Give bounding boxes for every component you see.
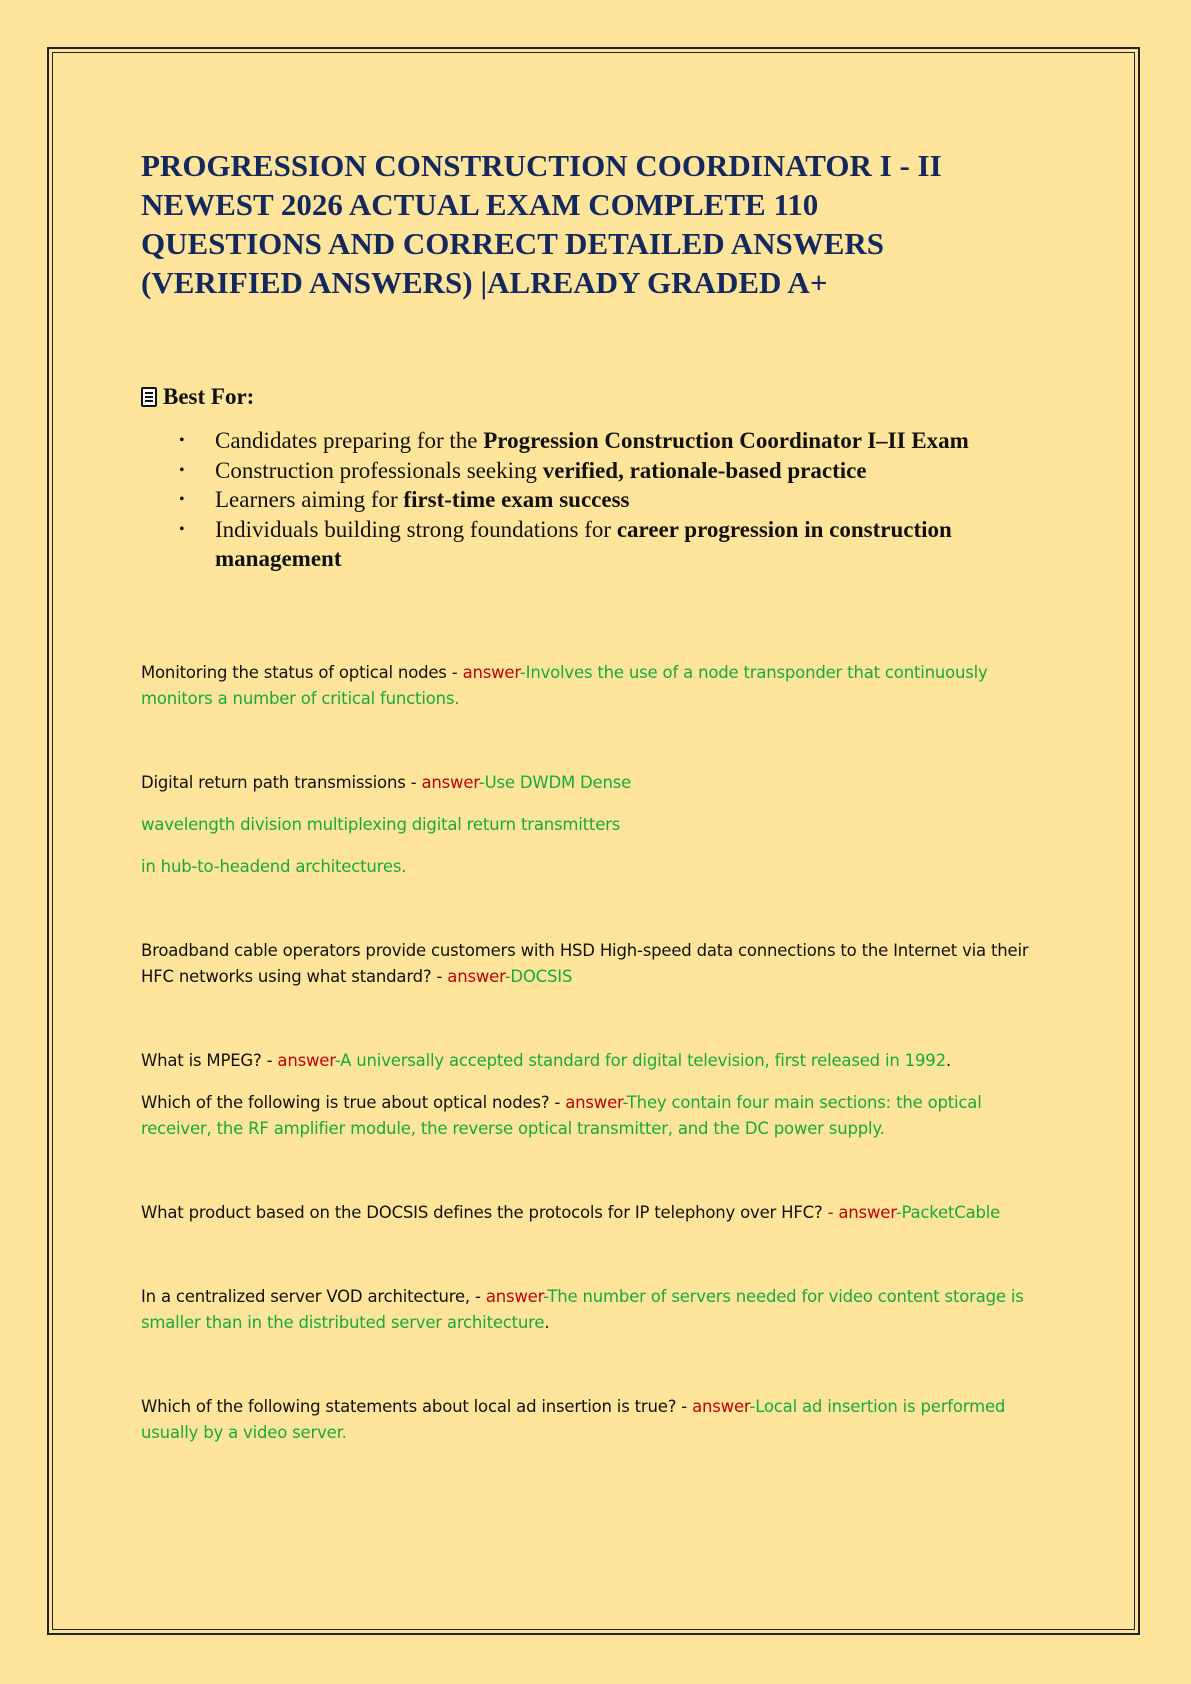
- list-item: [141, 426, 1001, 456]
- question-text: What product based on the DOCSIS defines the protocols for IP telephony over HFC?: [141, 1202, 823, 1222]
- answer-continuation: [141, 854, 1041, 880]
- answer-text: -A universally accepted standard for digital television, first released in 1992: [334, 1050, 946, 1070]
- question-text: What is MPEG? -: [141, 1050, 278, 1070]
- answer-text: -PacketCable: [895, 1202, 1001, 1222]
- question-text: In a centralized server VOD architecture, -: [141, 1286, 486, 1306]
- answer-text: -They contain four main sections: the optical receiver, the RF amplifier module, the reverse optical transmitter, and the DC power supply.: [141, 1092, 982, 1138]
- book-icon: [141, 387, 157, 407]
- list-item-text: Learners aiming for: [215, 487, 404, 512]
- question-text: Broadband cable operators provide customers with HSD High-speed data connections to the Internet via their HFC networks using what standard? -: [141, 940, 1029, 986]
- answer-text: -The number of servers needed for video content storage is smaller than in the distributed server architecture: [141, 1286, 1024, 1332]
- answer-label: answer: [565, 1092, 623, 1112]
- list-item: [141, 515, 1001, 574]
- qa-item: [141, 938, 1041, 990]
- answer-continuation: [141, 812, 1041, 838]
- bullet-icon: •: [179, 432, 185, 449]
- answer-label: answer: [277, 1050, 335, 1070]
- answer-text: in hub-to-headend architectures.: [141, 856, 407, 876]
- answer-text: wavelength division multiplexing digital return transmitters: [141, 814, 621, 834]
- answer-tail: .: [945, 1050, 951, 1070]
- list-item: [141, 456, 1001, 486]
- qa-item: [141, 1394, 1041, 1446]
- answer-label: answer: [447, 966, 505, 986]
- qa-item: [141, 770, 1041, 796]
- answer-tail: .: [544, 1312, 550, 1332]
- list-item-bold: career progression in construction management: [215, 516, 952, 571]
- bullet-icon: •: [179, 520, 185, 538]
- qa-item: [141, 1284, 1041, 1336]
- best-for-label: Best For:: [163, 384, 255, 409]
- question-text: Monitoring the status of optical nodes -: [141, 662, 463, 682]
- answer-label: answer: [692, 1396, 750, 1416]
- document-title: PROGRESSION CONSTRUCTION COORDINATOR I - II NEWEST 2026 ACTUAL EXAM COMPLETE 110 QUESTIONS AND CORRECT DETAILED ANSWERS (VERIFIED ANSWERS) |ALREADY GRADED A+: [141, 148, 942, 300]
- answer-label: answer: [485, 1286, 544, 1306]
- list-item-text: Individuals building strong foundations for: [215, 516, 617, 542]
- list-item-bold: verified, rationale-based practice: [542, 457, 867, 483]
- list-item: [141, 485, 1001, 515]
- question-text: Digital return path transmissions -: [141, 772, 422, 792]
- best-for-heading: [141, 384, 1061, 410]
- answer-label: - answer: [822, 1202, 896, 1222]
- answer-text: -DOCSIS: [504, 966, 573, 986]
- list-item-text: Candidates preparing for the: [215, 428, 484, 453]
- document-body: [141, 146, 1061, 1446]
- qa-item: [141, 1048, 1041, 1074]
- best-for-list: [141, 426, 1061, 574]
- answer-text: -Involves the use of a node transponder that continuously monitors a number of critical functions.: [141, 662, 988, 708]
- answer-label: answer: [421, 772, 479, 792]
- qa-item: [141, 1090, 1041, 1142]
- answer-text: -Local ad insertion is performed usually by a video server.: [141, 1396, 1006, 1442]
- qa-item: [141, 1200, 1041, 1226]
- list-item-bold: first-time exam success: [403, 487, 630, 512]
- bullet-icon: •: [179, 461, 185, 479]
- answer-text: -Use DWDM Dense: [478, 772, 632, 792]
- question-text: Which of the following is true about optical nodes? -: [141, 1092, 566, 1112]
- list-item-text: Construction professionals seeking: [215, 457, 543, 483]
- qa-item: [141, 660, 1041, 712]
- list-item-bold: Progression Construction Coordinator I–II Exam: [483, 428, 969, 453]
- answer-label: answer: [462, 662, 520, 682]
- question-text: Which of the following statements about local ad insertion is true? -: [141, 1396, 693, 1416]
- bullet-icon: •: [179, 491, 185, 508]
